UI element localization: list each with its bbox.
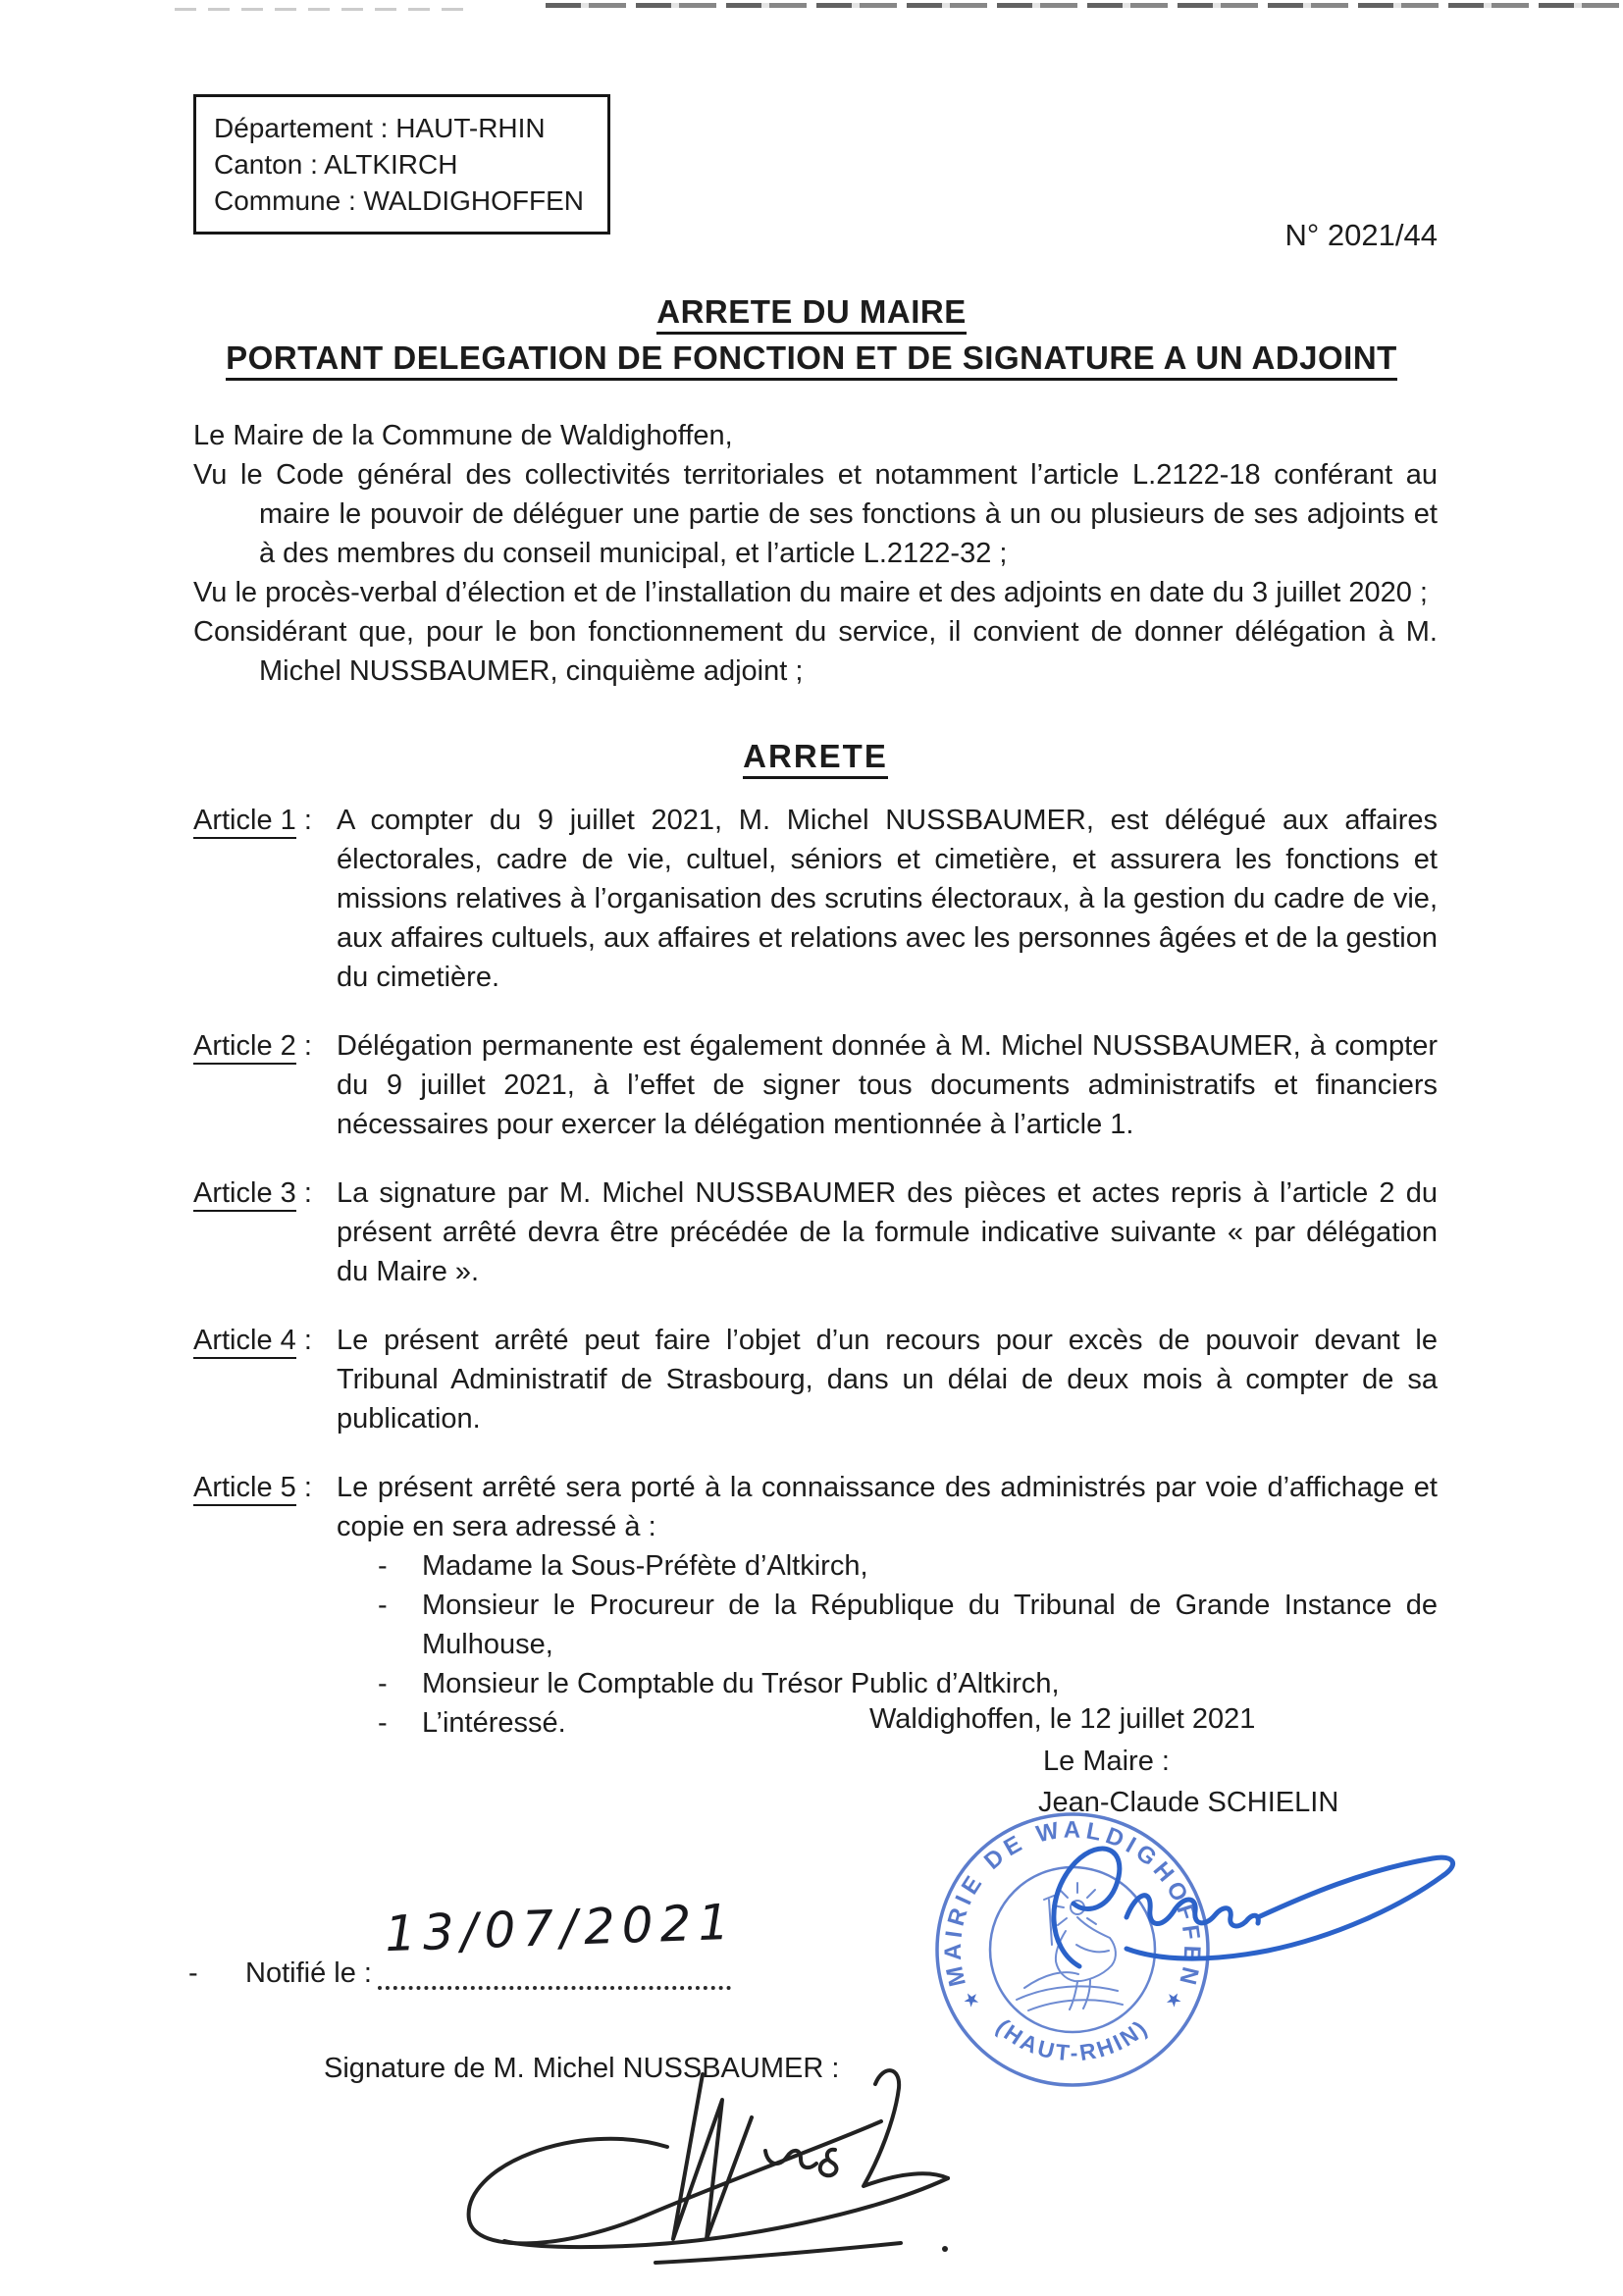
notification-dash: - (188, 1957, 198, 1989)
clause-vu-1: Vu le Code général des collectivités territoriales et notamment l’article L.2122-18 conférant au maire le pouvoir de déléguer une partie de ses fonctions à un ou plusieurs de ses adjoints et à des membres du conseil municipal, et l’article L.2122-32 ; (193, 459, 1438, 569)
title-line-1-text: ARRETE DU MAIRE (656, 293, 967, 335)
article-4-label-text: Article 4 (193, 1325, 296, 1359)
article-row-3 (193, 1174, 1438, 1291)
stamp-bottom-text: (HAUT-RHIN) (991, 2013, 1154, 2066)
document-number: N° 2021/44 (1284, 218, 1438, 252)
article-2-colon: : (295, 1030, 312, 1062)
scan-artifact-top (546, 3, 1623, 8)
article-1-label-text: Article 1 (193, 805, 296, 839)
svg-text:(HAUT-RHIN) (991, 2013, 1153, 2065)
recipient-2-dash: - (378, 1590, 388, 1621)
article-3-colon: : (295, 1177, 312, 1209)
title-line-1 (88, 288, 1535, 335)
article-4-text: Le présent arrêté peut faire l’objet d’un recours pour excès de pouvoir devant le Tribunal Administratif de Strasbourg, dans un délai de deux mois à compter de sa publication. (337, 1325, 1438, 1435)
article-4-colon: : (295, 1325, 312, 1356)
article-5-text: Le présent arrêté sera porté à la connaissance des administrés par voie d’affichage et copie en sera adressé à : (337, 1472, 1438, 1542)
article-3-text: La signature par M. Michel NUSSBAUMER des pièces et actes repris à l’article 2 du présent arrêté devra être précédée de la formule indicative suivante « par délégation du Maire ». (337, 1177, 1438, 1287)
article-3-label (193, 1174, 337, 1291)
recipient-4-text: L’intéressé. (422, 1707, 566, 1739)
preamble (193, 416, 1438, 691)
article-5-label (193, 1468, 337, 1743)
article-3-body (337, 1174, 1438, 1291)
article-5-body (337, 1468, 1438, 1743)
title-block (88, 288, 1535, 381)
article-1-text: A compter du 9 juillet 2021, M. Michel NUSSBAUMER, est délégué aux affaires électorales, cadre de vie, cultuel, séniors et cimetière, et assurera les fonctions et missions relatives à l’organisation des scrutins électoraux, à la gestion du cadre de vie, aux affaires cultuels, aux affaires et relations avec les personnes âgées et de la gestion du cimetière. (337, 805, 1438, 993)
handwritten-notification-date: 13/07/2021 (384, 1893, 738, 1963)
article-1-colon: : (295, 805, 312, 836)
recipient-item-1 (337, 1546, 1438, 1586)
title-line-2 (88, 335, 1535, 381)
recipient-3-text: Monsieur le Comptable du Trésor Public d’Altkirch, (422, 1668, 1060, 1699)
recipient-item-2 (337, 1586, 1438, 1664)
signer-title: Le Maire : (1043, 1746, 1170, 1777)
commune-line: Commune : WALDIGHOFFEN (214, 185, 585, 216)
article-row-1 (193, 801, 1438, 997)
articles (193, 801, 1438, 1772)
recipient-4-dash: - (378, 1707, 388, 1739)
adjoint-signature (410, 2057, 969, 2292)
recipient-3-dash: - (378, 1668, 388, 1699)
opening-line: Le Maire de la Commune de Waldighoffen, (193, 420, 733, 451)
mayor-signature (1011, 1801, 1482, 1988)
department-line: Département : HAUT-RHIN (214, 113, 546, 143)
article-5-label-text: Article 5 (193, 1472, 296, 1506)
article-1-label (193, 801, 337, 997)
stamp-star-left: ★ (959, 1987, 985, 2013)
recipient-item-3 (337, 1664, 1438, 1703)
place-and-date: Waldighoffen, le 12 juillet 2021 (869, 1703, 1256, 1735)
article-2-label-text: Article 2 (193, 1030, 296, 1065)
article-2-body (337, 1026, 1438, 1144)
section-heading (193, 738, 1438, 775)
title-line-2-text: PORTANT DELEGATION DE FONCTION ET DE SIGNATURE A UN ADJOINT (226, 339, 1397, 381)
commune-info-box (193, 94, 610, 235)
recipient-1-dash: - (378, 1550, 388, 1582)
article-row-5 (193, 1468, 1438, 1743)
stamp-star-right: ★ (1160, 1987, 1186, 2013)
counter-signature-label: Signature de M. Michel NUSSBAUMER : (324, 2053, 840, 2084)
recipient-1-text: Madame la Sous-Préfète d’Altkirch, (422, 1550, 868, 1582)
article-3-label-text: Article 3 (193, 1177, 296, 1212)
clause-vu-2: Vu le procès-verbal d’élection et de l’installation du maire et des adjoints en date du 3 juillet 2020 ; (193, 577, 1428, 608)
clause-considerant: Considérant que, pour le bon fonctionnement du service, il convient de donner délégation à M. Michel NUSSBAUMER, cinquième adjoint ; (193, 616, 1438, 687)
article-4-body (337, 1321, 1438, 1438)
stamp-top-text: MAIRIE DE WALDIGHOFFEN (939, 1816, 1206, 1990)
scan-artifact-top-left (175, 8, 469, 11)
article-5-colon: : (295, 1472, 312, 1503)
article-2-text: Délégation permanente est également donnée à M. Michel NUSSBAUMER, à compter du 9 juillet 2021, à l’effet de signer tous documents administratifs et financiers nécessaires pour exercer la délégation mentionnée à l’article 1. (337, 1030, 1438, 1140)
recipient-2-text: Monsieur le Procureur de la République du Tribunal de Grande Instance de Mulhouse, (422, 1590, 1438, 1660)
notification-label: Notifié le : (245, 1957, 372, 1989)
article-row-4 (193, 1321, 1438, 1438)
article-4-label (193, 1321, 337, 1438)
article-row-2 (193, 1026, 1438, 1144)
article-2-label (193, 1026, 337, 1144)
signer-name: Jean-Claude SCHIELIN (1038, 1787, 1339, 1818)
section-heading-text: ARRETE (743, 738, 888, 779)
article-1-body (337, 801, 1438, 997)
canton-line: Canton : ALTKIRCH (214, 149, 458, 180)
